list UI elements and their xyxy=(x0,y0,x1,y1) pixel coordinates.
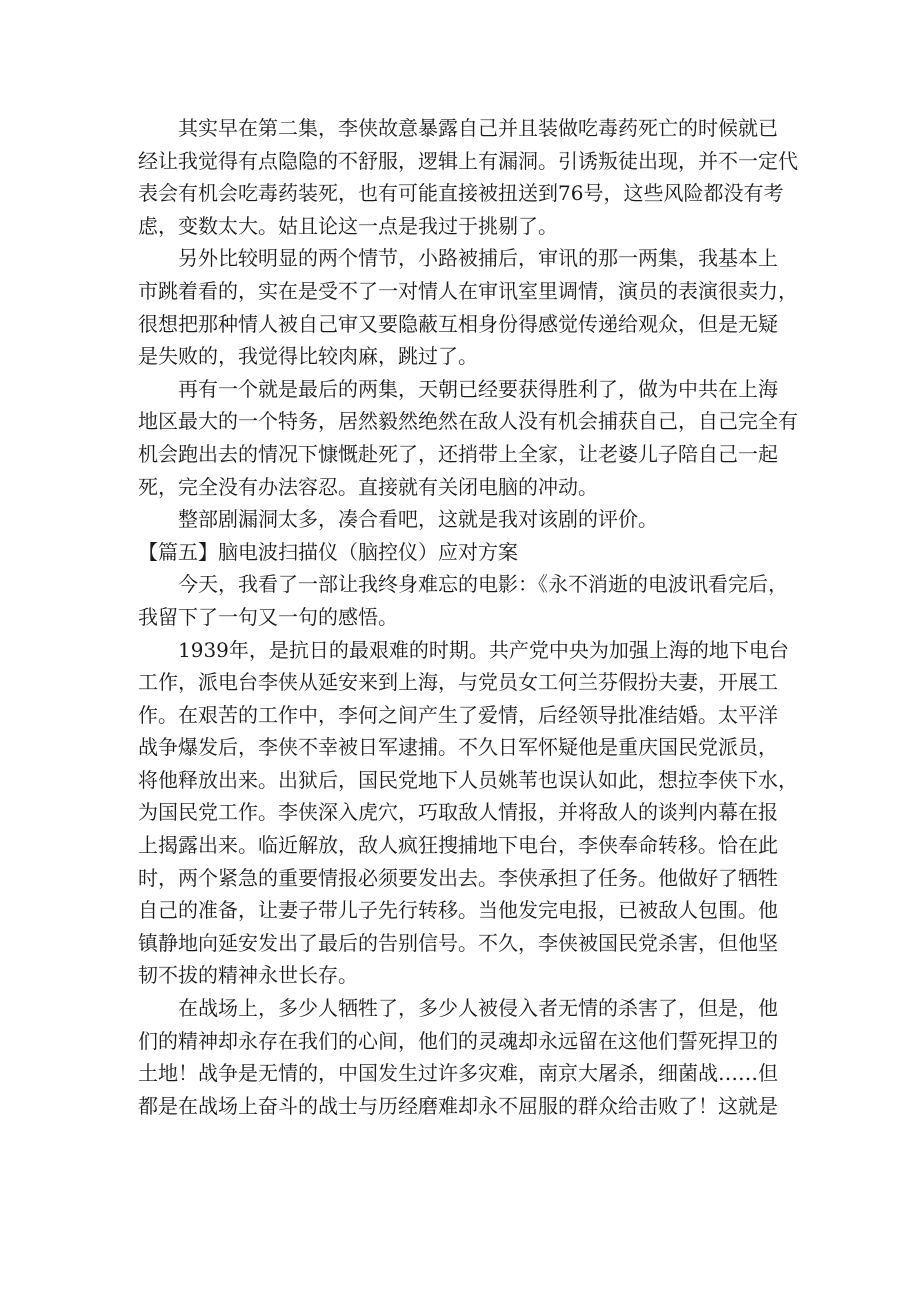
text-line: 韧不拔的精神永世长存。 xyxy=(138,963,358,988)
text-line: 将他释放出来。出狱后，国民党地下人员姚苇也误认如此，想拉李侠下水， xyxy=(138,767,798,792)
text-line: 工作，派电台李侠从延安来到上海，与党员女工何兰芬假扮夫妻，开展工 xyxy=(138,670,778,695)
paragraph-interrogation xyxy=(138,242,798,372)
text-line: 土地！战争是无情的，中国发生过许多灾难，南京大屠杀，细菌战……但 xyxy=(138,1061,778,1086)
text-line: 很想把那种情人被自己审又要隐蔽互相身份得感觉传递给观众，但是无疑 xyxy=(138,311,778,336)
text-line: 经让我觉得有点隐隐的不舒服，逻辑上有漏洞。引诱叛徒出现，并不一定代 xyxy=(138,148,798,173)
text-line: 1939年，是抗日的最艰难的时期。共产党中央为加强上海的地下电台 xyxy=(178,637,789,662)
text-line: 们的精神却永存在我们的心间，他们的灵魂却永远留在这他们誓死捍卫的 xyxy=(138,1028,778,1053)
text-line: 时，两个紧急的重要情报必须要发出去。李侠承担了任务。他做好了牺牲 xyxy=(138,865,778,890)
text-line: 是失败的，我觉得比较肉麻，跳过了。 xyxy=(138,344,478,369)
paragraph-intro xyxy=(138,568,788,633)
section-heading xyxy=(138,536,778,569)
paragraph-synopsis xyxy=(138,634,798,993)
text-line: 我留下了一句又一句的感悟。 xyxy=(138,604,398,629)
paragraph-reflection xyxy=(138,992,778,1122)
text-line: 表会有机会吃毒药装死，也有可能直接被扭送到76号，这些风险都没有考 xyxy=(138,181,784,206)
text-line: 再有一个就是最后的两集，天朝已经要获得胜利了，做为中共在上海 xyxy=(178,376,778,401)
text-line: 死，完全没有办法容忍。直接就有关闭电脑的冲动。 xyxy=(138,474,598,499)
text-line: 为国民党工作。李侠深入虎穴，巧取敌人情报，并将敌人的谈判内幕在报 xyxy=(138,800,778,825)
paragraph-plot-logic xyxy=(138,112,798,242)
text-line: 在战场上，多少人牺牲了，多少人被侵入者无情的杀害了，但是，他 xyxy=(178,996,778,1021)
text-line: 都是在战场上奋斗的战士与历经磨难却永不屈服的群众给击败了！这就是 xyxy=(138,1093,778,1118)
paragraph-final-episodes xyxy=(138,373,798,503)
text-line: 自己的准备，让妻子带儿子先行转移。当他发完电报，已被敌人包围。他 xyxy=(138,898,778,923)
text-line: 战争爆发后，李侠不幸被日军逮捕。不久日军怀疑他是重庆国民党派员， xyxy=(138,735,778,760)
text-line: 今天，我看了一部让我终身难忘的电影：《永不消逝的电波讯看完后， xyxy=(178,572,788,597)
text-line: 地区最大的一个特务，居然毅然绝然在敌人没有机会捕获自己，自己完全有 xyxy=(138,409,798,434)
text-line: 其实早在第二集，李侠故意暴露自己并且装做吃毒药死亡的时候就已 xyxy=(178,116,778,140)
text-line: 市跳着看的，实在是受不了一对情人在审讯室里调情，演员的表演很卖力， xyxy=(138,278,798,303)
text-line: 另外比较明显的两个情节，小路被捕后，审讯的那一两集，我基本上 xyxy=(178,246,778,271)
paragraph-verdict xyxy=(138,503,778,536)
text-line: 虑，变数太大。姑且论这一点是我过于挑剔了。 xyxy=(138,213,558,238)
text-line: 整部剧漏洞太多，凑合看吧，这就是我对该剧的评价。 xyxy=(178,507,658,532)
article-body xyxy=(138,112,798,1122)
text-line: 上揭露出来。临近解放，敌人疯狂搜捕地下电台，李侠奉命转移。恰在此 xyxy=(138,833,778,858)
text-line: 机会跑出去的情况下慷慨赴死了，还捎带上全家，让老婆儿子陪自己一起 xyxy=(138,441,778,466)
text-line: 镇静地向延安发出了最后的告别信号。不久，李侠被国民党杀害，但他坚 xyxy=(138,930,778,955)
heading-text: 【篇五】脑电波扫描仪（脑控仪）应对方案 xyxy=(138,539,518,564)
text-line: 作。在艰苦的工作中，李何之间产生了爱情，后经领导批准结婚。太平洋 xyxy=(138,702,778,727)
